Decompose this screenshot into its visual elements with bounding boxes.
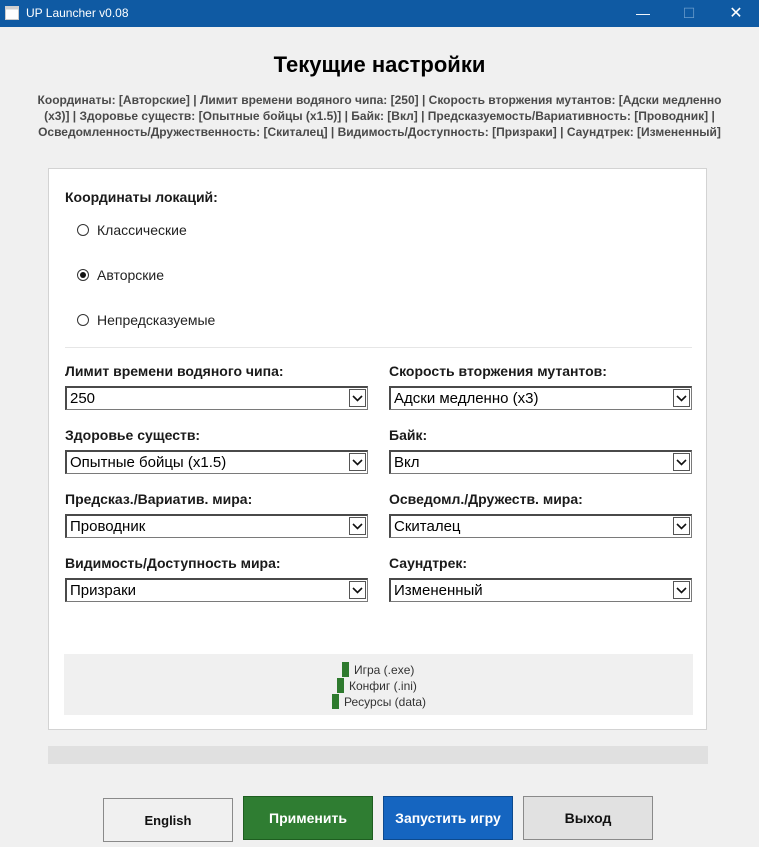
run-game-button[interactable]: Запустить игру <box>383 796 513 840</box>
status-ok-icon <box>332 694 339 709</box>
divider <box>65 347 692 348</box>
radio-label: Классические <box>97 222 187 238</box>
chevron-down-icon[interactable] <box>349 581 366 599</box>
apply-button[interactable]: Применить <box>243 796 373 840</box>
health-value: Опытные бойцы (x1.5) <box>70 454 227 471</box>
chevron-down-icon[interactable] <box>673 581 690 599</box>
app-icon <box>5 6 19 20</box>
radio-author[interactable] <box>77 265 164 285</box>
mutants-value: Адски медленно (x3) <box>394 390 539 407</box>
progress-bar <box>48 746 708 764</box>
settings-summary: Координаты: [Авторские] | Лимит времени водяного чипа: [250] | Скорость вторжения мутантов: [Адски медленно (x3)] | Здоровье существ: [Опытные бойцы (x1.5)] | Байк: [Вкл] | Предсказуемость/Вариативность: [Проводник] | Осведомленность/Дружественность: [Скиталец] | Видимость/Доступность: [Призраки] | Саундтрек: [Измененный] <box>37 93 722 139</box>
soundtrack-value: Измененный <box>394 582 483 599</box>
water-chip-select[interactable] <box>65 386 368 410</box>
close-button[interactable]: ✕ <box>729 5 743 22</box>
aware-label: Осведомл./Дружеств. мира: <box>389 491 583 507</box>
visibility-label: Видимость/Доступность мира: <box>65 555 281 571</box>
radio-classic[interactable] <box>77 220 187 240</box>
chevron-down-icon[interactable] <box>349 517 366 535</box>
title-bar <box>0 0 759 27</box>
file-label: Конфиг (.ini) <box>349 678 417 693</box>
predict-label: Предсказ./Вариатив. мира: <box>65 491 253 507</box>
minimize-button[interactable]: — <box>636 5 650 21</box>
mutants-select[interactable] <box>389 386 692 410</box>
radio-dot-selected[interactable] <box>77 269 89 281</box>
file-label: Игра (.exe) <box>354 662 415 677</box>
aware-value: Скиталец <box>394 518 461 535</box>
chevron-down-icon[interactable] <box>349 389 366 407</box>
radio-label: Непредсказуемые <box>97 312 216 328</box>
visibility-select[interactable] <box>65 578 368 602</box>
aware-select[interactable] <box>389 514 692 538</box>
health-select[interactable] <box>65 450 368 474</box>
page-title: Текущие настройки <box>273 52 486 77</box>
visibility-value: Призраки <box>70 582 137 599</box>
file-status-config <box>337 678 417 693</box>
status-ok-icon <box>337 678 344 693</box>
bike-select[interactable] <box>389 450 692 474</box>
chevron-down-icon[interactable] <box>349 453 366 471</box>
bike-value: Вкл <box>394 454 420 471</box>
water-chip-label: Лимит времени водяного чипа: <box>65 363 284 379</box>
radio-dot[interactable] <box>77 224 89 236</box>
chevron-down-icon[interactable] <box>673 517 690 535</box>
radio-dot[interactable] <box>77 314 89 326</box>
mutants-label: Скорость вторжения мутантов: <box>389 363 607 379</box>
soundtrack-select[interactable] <box>389 578 692 602</box>
english-button[interactable]: English <box>103 798 233 842</box>
settings-panel <box>48 168 707 730</box>
file-label: Ресурсы (data) <box>344 694 426 709</box>
coords-label: Координаты локаций: <box>65 189 218 205</box>
chevron-down-icon[interactable] <box>673 389 690 407</box>
soundtrack-label: Саундтрек: <box>389 555 468 571</box>
file-status-game <box>342 662 414 677</box>
predict-select[interactable] <box>65 514 368 538</box>
predict-value: Проводник <box>70 518 146 535</box>
bike-label: Байк: <box>389 427 428 443</box>
exit-button[interactable]: Выход <box>523 796 653 840</box>
chevron-down-icon[interactable] <box>673 453 690 471</box>
water-chip-value: 250 <box>70 390 96 407</box>
radio-unpredictable[interactable] <box>77 310 215 330</box>
health-label: Здоровье существ: <box>65 427 201 443</box>
window-title: UP Launcher v0.08 <box>26 6 129 20</box>
radio-label: Авторские <box>97 267 165 283</box>
file-status-resources <box>332 694 426 709</box>
file-status-box <box>64 654 693 715</box>
status-ok-icon <box>342 662 349 677</box>
maximize-button[interactable]: ☐ <box>682 5 696 21</box>
